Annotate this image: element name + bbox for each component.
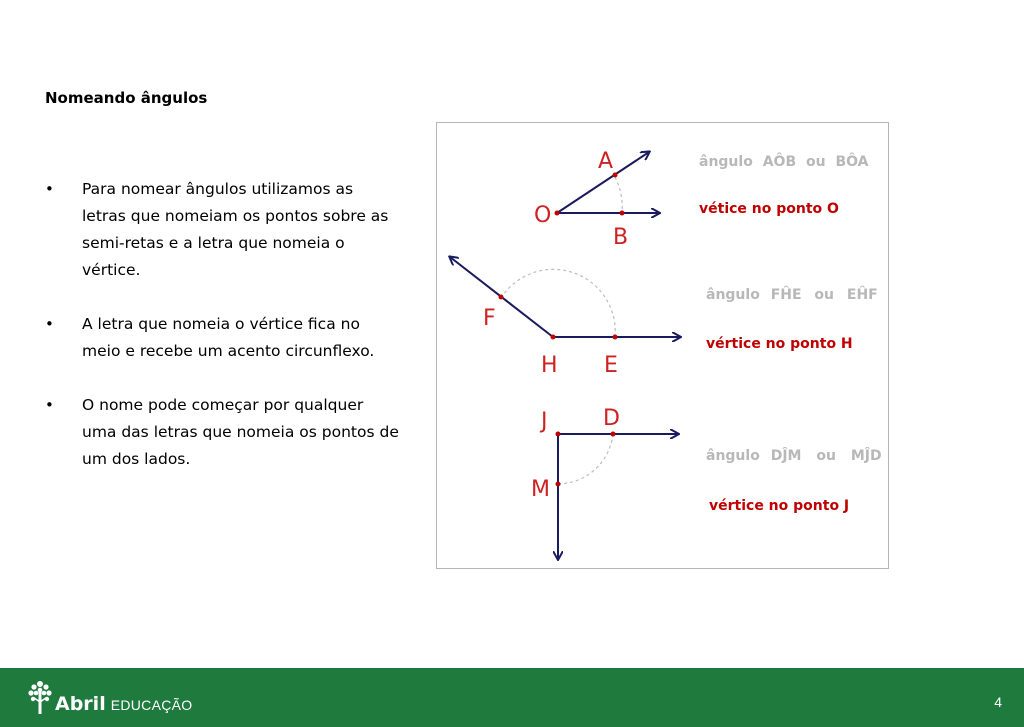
bullet-text: Para nomear ângulos utilizamos as letras que nomeiam os pontos sobre as semi-retas e a letra que nomeia o vértice. <box>82 180 389 279</box>
tree-logo-icon <box>27 679 53 715</box>
angle-name-2: EĤF <box>846 287 878 303</box>
angle-diagrams <box>437 123 890 570</box>
page-number: 4 <box>994 694 1002 710</box>
angle-prefix: ângulo <box>699 154 753 170</box>
vertex-label-J: vértice no ponto J <box>709 498 850 514</box>
diagram-angle-FHE <box>450 257 878 378</box>
point-O <box>555 211 560 216</box>
point-A <box>613 173 618 178</box>
brand-name: Abril <box>55 693 106 715</box>
point-B <box>620 211 625 216</box>
point-E <box>613 335 618 340</box>
bullet-symbol: • <box>45 180 54 198</box>
angle-name-1: FĤE <box>770 287 802 303</box>
diagram-angle-DJM <box>531 406 882 559</box>
angle-name-DJM <box>706 447 882 464</box>
point-J <box>556 432 561 437</box>
label-F: F <box>483 306 496 331</box>
vertex-label-H: vértice no ponto H <box>706 336 853 352</box>
label-H: H <box>541 353 558 378</box>
angle-name-2: BÔA <box>835 154 869 170</box>
angle-name-1: AÔB <box>762 154 797 170</box>
bullet-symbol: • <box>45 315 54 333</box>
arc-angle-AOB <box>615 177 622 213</box>
bullet-text: O nome pode começar por qualquer uma das letras que nomeia os pontos de um dos lados. <box>82 396 399 468</box>
bullet-item <box>45 176 405 284</box>
angle-name-AOB <box>699 152 869 170</box>
slide-title: Nomeando ângulos <box>45 89 208 107</box>
arc-angle-FHE <box>501 269 615 337</box>
angle-name-FHE <box>706 286 878 303</box>
vertex-label-O: vétice no ponto O <box>699 201 839 217</box>
bullet-symbol: • <box>45 396 54 414</box>
bullet-item <box>45 392 405 473</box>
footer-bar <box>0 668 1024 727</box>
label-E: E <box>604 353 618 378</box>
label-D: D <box>603 406 620 431</box>
point-M <box>556 482 561 487</box>
label-O: O <box>534 203 552 228</box>
point-H <box>551 335 556 340</box>
point-F <box>499 295 504 300</box>
label-A: A <box>598 149 614 174</box>
angle-prefix: ângulo <box>706 287 760 303</box>
bullet-text: A letra que nomeia o vértice fica no meio e recebe um acento circunflexo. <box>82 315 375 360</box>
label-B: B <box>613 225 629 250</box>
arc-angle-DJM <box>558 434 613 484</box>
angle-sep: ou <box>816 448 836 464</box>
angle-sep: ou <box>814 287 835 303</box>
angle-prefix: ângulo <box>706 448 760 464</box>
label-J: J <box>541 409 548 434</box>
brand-subtitle: EDUCAÇÃO <box>110 697 193 713</box>
bullet-item <box>45 311 405 365</box>
angle-sep: ou <box>806 154 826 170</box>
bullet-list <box>45 176 405 500</box>
diagram-angle-AOB <box>534 149 869 250</box>
point-D <box>611 432 616 437</box>
angle-name-1: DĴM <box>770 448 802 464</box>
label-M: M <box>531 477 550 502</box>
angle-name-2: MĴD <box>850 448 882 464</box>
angle-naming-figure <box>436 122 889 569</box>
brand-logo <box>27 679 192 715</box>
